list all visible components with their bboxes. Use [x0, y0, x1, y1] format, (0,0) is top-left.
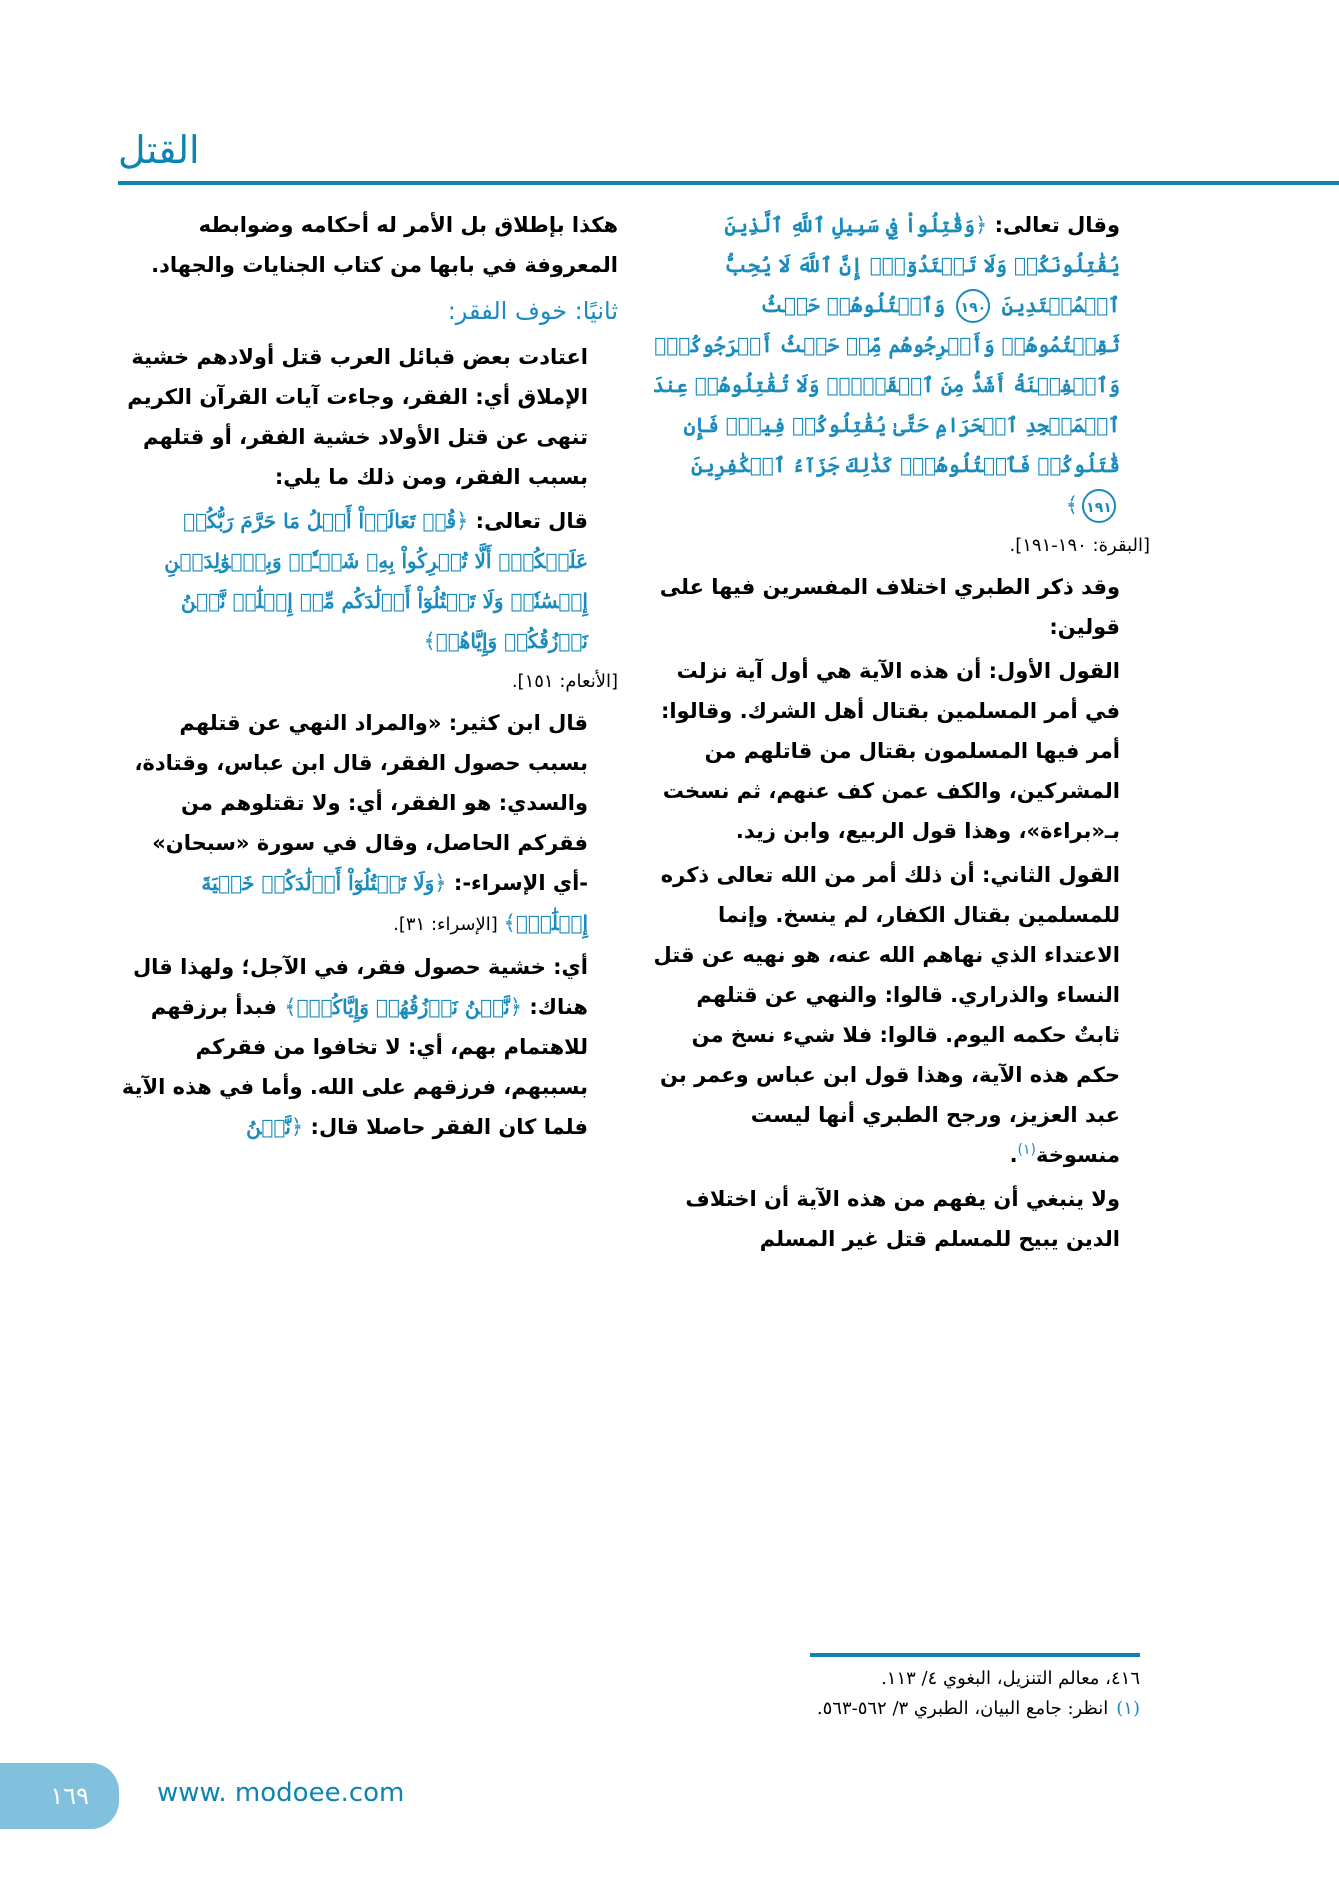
quran-verse-text: نَّحۡنُ	[246, 1115, 291, 1139]
paragraph-text: أن هذه الآية هي أول آية نزلت في أمر المسلمين بقتال أهل الشرك. وقالوا: أمر فيها المسلمون بقتال من قاتلهم من المشركين، والكف عمن كف عنهم، ثم نسخت بـ«براءة»، وهذا قول الربيع، وابن زيد.	[660, 659, 1120, 843]
quran-open-bracket: ﴿	[290, 1115, 304, 1139]
quran-verse-text: قُلۡ تَعَالَوۡاْ أَتۡلُ مَا حَرَّمَ رَبُّكُمۡ عَلَيۡكُمۡۖ أَلَّا تُشۡرِكُواْ بِهِۦ شَيۡـٔٗاۖ وَبِٱلۡوَٰلِدَيۡنِ إِحۡسَٰنٗاۖ وَلَا تَقۡتُلُوٓاْ أَوۡلَٰدَكُم مِّنۡ إِمۡلَٰقٖ نَّحۡنُ نَرۡزُقُكُمۡ وَإِيَّاهُمۡ	[164, 509, 588, 653]
quran-quote-block	[650, 205, 1150, 525]
website-link[interactable]: www. modoee.com	[157, 1778, 405, 1808]
quran-verse-text: وَٱقۡتُلُوهُمۡ حَيۡثُ ثَقِفۡتُمُوهُمۡ وَأَخۡرِجُوهُم مِّنۡ حَيۡثُ أَخۡرَجُوكُمۡۚ وَٱلۡفِتۡنَةُ أَشَدُّ مِنَ ٱلۡقَتۡلِۚ وَلَا تُقَٰتِلُوهُمۡ عِندَ ٱلۡمَسۡجِدِ ٱلۡحَرَامِ حَتَّىٰ يُقَٰتِلُوكُمۡ فِيهِۖ فَإِن قَٰتَلُوكُمۡ فَٱقۡتُلُوهُمۡۗ كَذَٰلِكَ جَزَآءُ ٱلۡكَٰفِرِينَ	[652, 293, 1120, 477]
quran-verse-text: وَلَا تَقۡتُلُوٓاْ أَوۡلَٰدَكُمۡ خَشۡيَةَ إِمۡلَٰقٖۖ	[201, 871, 588, 935]
quran-open-bracket: ﴿	[434, 871, 447, 895]
quran-verse-text: وَقَٰتِلُواْ فِي سَبِيلِ ٱللَّهِ ٱلَّذِينَ يُقَٰتِلُونَكُمۡ وَلَا تَعۡتَدُوٓاْۚ إِنَّ ٱللَّهَ لَا يُحِبُّ ٱلۡمُعۡتَدِينَ	[724, 213, 1120, 317]
quran-close-bracket: ﴾	[423, 629, 436, 653]
section-heading: ثانيًا: خوف الفقر:	[447, 297, 618, 325]
quran-open-bracket: ﴿	[456, 509, 469, 533]
quran-close-bracket: ﴾	[1065, 493, 1078, 517]
left-column	[118, 205, 618, 1745]
paragraph: ولا ينبغي أن يفهم من هذه الآية أن اختلاف الدين يبيح للمسلم قتل غير المسلم	[685, 1187, 1120, 1251]
paragraph	[118, 947, 618, 1147]
paragraph: هكذا بإطلاق بل الأمر له أحكامه وضوابطه المعروفة في بابها من كتاب الجنايات والجهاد.	[151, 213, 618, 277]
footnote-line	[640, 1694, 1140, 1724]
footnote-reference[interactable]: (١)	[1017, 1142, 1037, 1158]
paragraph	[650, 651, 1150, 851]
paragraph-text: قال ابن كثير: «والمراد النهي عن قتلهم بسبب حصول الفقر، قال ابن عباس، وقتادة، والسدي: هو الفقر، أي: ولا تقتلوهم من فقركم الحاصل، وقال في سورة «سبحان» -أي الإسراء-:	[134, 711, 588, 895]
footnote-line: ٤١٦، معالم التنزيل، البغوي ٤/ ١١٣.	[881, 1668, 1140, 1689]
quote-intro: وقال تعالى:	[987, 213, 1120, 237]
verse-reference: [البقرة: ١٩٠-١٩١].	[1009, 535, 1150, 556]
ayah-number-marker: ١٩٠	[956, 289, 990, 323]
verse-reference: [الإسراء: ٣١].	[393, 914, 504, 935]
paragraph-text: فبدأ برزقهم للاهتمام بهم، أي: لا تخافوا من فقركم بسببهم، فرزقهم على الله. وأما في هذه الآية فلما كان الفقر حاصلا قال:	[121, 995, 588, 1139]
quran-open-bracket: ﴿	[975, 213, 988, 237]
footnote-divider	[810, 1653, 1140, 1657]
quran-verse-text: نَّحۡنُ نَرۡزُقُهُمۡ وَإِيَّاكُمۡۚ	[296, 995, 510, 1019]
paragraph-end: .	[1009, 1143, 1018, 1167]
footnote-text: انظر: جامع البيان، الطبري ٣/ ٥٦٢-٥٦٣.	[816, 1698, 1109, 1719]
page-number: ١٦٩	[50, 1782, 89, 1810]
paragraph	[650, 855, 1150, 1175]
verse-reference: [الأنعام: ١٥١].	[511, 671, 618, 692]
chapter-title: القتل	[118, 128, 200, 172]
right-column	[650, 205, 1150, 1640]
quran-close-bracket: ﴾	[284, 995, 297, 1019]
paragraph: اعتادت بعض قبائل العرب قتل أولادهم خشية الإملاق أي: الفقر، وجاءت آيات القرآن الكريم تنهى عن قتل الأولاد خشية الفقر، أو قتلهم بسبب الفقر، ومن ذلك ما يلي:	[127, 345, 588, 489]
quran-quote-block	[118, 501, 618, 661]
footnote-marker: (١)	[1116, 1698, 1140, 1719]
header-divider	[118, 181, 1339, 185]
paragraph-text: أن ذلك أمر من الله تعالى ذكره للمسلمين بقتال الكفار، لم ينسخ. وإنما الاعتداء الذي نهاهم الله عنه، هو نهيه عن قتل النساء والذراري. قالوا: والنهي عن قتلهم ثابتٌ حكمه اليوم. قالوا: فلا شيء نسخ من حكم هذه الآية، وهذا قول ابن عباس وعمر بن عبد العزيز، ورجح الطبري أنها ليست منسوخة	[653, 863, 1120, 1167]
ayah-number-marker: ١٩١	[1082, 489, 1116, 523]
page-number-badge	[0, 1763, 119, 1829]
paragraph-text: أي: خشية حصول فقر، في الآجل؛ ولهذا قال هناك:	[132, 955, 588, 1019]
paragraph: وقد ذكر الطبري اختلاف المفسرين فيها على قولين:	[659, 575, 1120, 639]
quran-close-bracket: ﴾	[503, 911, 516, 935]
quran-open-bracket: ﴿	[509, 995, 523, 1019]
quote-intro: قال تعالى:	[468, 509, 588, 533]
paragraph	[118, 703, 618, 943]
paragraph-label: القول الثاني:	[982, 863, 1120, 887]
footnotes	[640, 1664, 1140, 1724]
paragraph-label: القول الأول:	[988, 659, 1120, 683]
